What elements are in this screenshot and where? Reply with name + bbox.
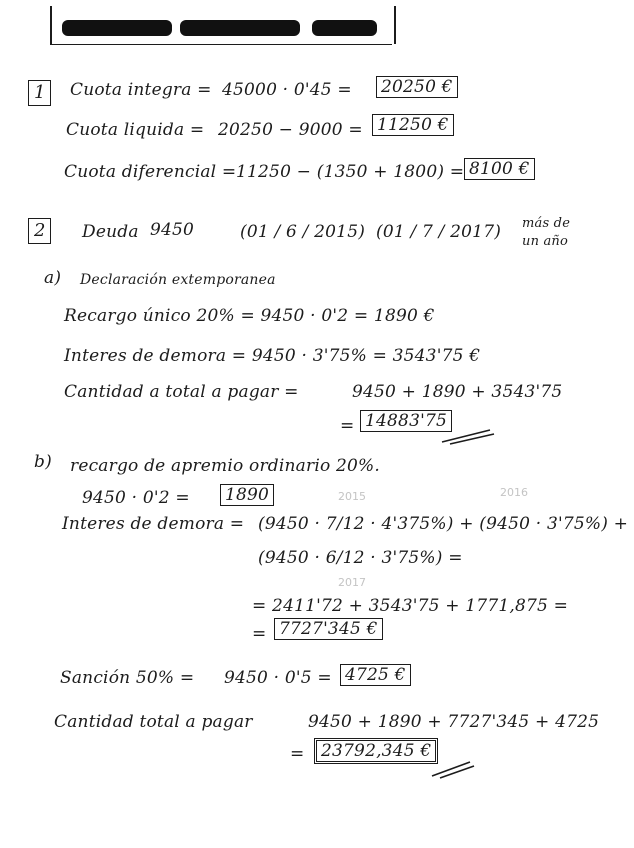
date-to: (01 / 7 / 2017): [376, 222, 502, 242]
part-b-total-label: Cantidad total a pagar: [54, 712, 253, 732]
cuota-diferencial-result: 8100 €: [464, 158, 535, 180]
part-b-intereses-result: 7727'345 €: [274, 618, 383, 640]
cuota-integra-label: Cuota integra =: [70, 80, 212, 100]
part-b-recargo-expr: 9450 · 0'2 =: [82, 488, 190, 508]
cuota-diferencial-expr: 11250 − (1350 + 1800) =: [236, 162, 465, 182]
part-b-title: recargo de apremio ordinario 20%.: [70, 456, 380, 476]
date-from: (01 / 6 / 2015): [240, 222, 366, 242]
exercise-2-number: 2: [28, 218, 51, 244]
part-b-sancion-result: 4725 €: [340, 664, 411, 686]
part-a-cantidad-eq: =: [340, 416, 355, 436]
deuda-label: Deuda: [82, 222, 139, 242]
part-a-cantidad-result: 14883'75: [360, 410, 452, 432]
redacted-name-part-3: [312, 20, 377, 36]
part-b-total-eq: =: [290, 744, 305, 764]
cuota-diferencial-label: Cuota diferencial =: [64, 162, 237, 182]
part-a-title: Declaración extemporanea: [80, 272, 276, 288]
cuota-liquida-expr: 20250 − 9000 =: [218, 120, 363, 140]
part-b-sancion-label: Sanción 50% =: [60, 668, 195, 688]
redacted-name-part-1: [62, 20, 172, 36]
part-a-underline-marks: [440, 426, 496, 446]
part-a-cantidad-expr: 9450 + 1890 + 3543'75: [352, 382, 563, 402]
part-a-recargo: Recargo único 20% = 9450 · 0'2 = 1890 €: [64, 306, 435, 326]
part-b-intereses-line-2: (9450 · 6/12 · 3'75%) =: [258, 548, 463, 568]
part-b-total-result: 23792,345 €: [314, 738, 438, 764]
deuda-value: 9450: [150, 220, 195, 240]
cuota-liquida-result: 11250 €: [372, 114, 454, 136]
part-b-intereses-eq: =: [252, 624, 267, 644]
year-2015-note: 2015: [338, 490, 366, 503]
year-2016-note: 2016: [500, 486, 528, 499]
part-a-intereses: Interes de demora = 9450 · 3'75% = 3543'75 €: [64, 346, 481, 366]
part-a-marker: a): [44, 268, 62, 288]
part-a-cantidad-label: Cantidad a total a pagar =: [64, 382, 299, 402]
exercise-1-number: 1: [28, 80, 51, 106]
part-b-marker: b): [34, 452, 52, 472]
note-line-2: un año: [522, 234, 569, 249]
part-b-total-expr: 9450 + 1890 + 7727'345 + 4725: [308, 712, 600, 732]
part-b-intereses-sum: = 2411'72 + 3543'75 + 1771,875 =: [252, 596, 569, 616]
note-line-1: más de: [522, 216, 571, 231]
header-underline: [50, 44, 392, 45]
part-b-intereses-label: Interes de demora =: [62, 514, 245, 534]
cuota-liquida-label: Cuota liquida =: [66, 120, 205, 140]
part-b-recargo-result: 1890: [220, 484, 274, 506]
cuota-integra-result: 20250 €: [376, 76, 458, 98]
part-b-sancion-expr: 9450 · 0'5 =: [224, 668, 332, 688]
part-b-intereses-line-1: (9450 · 7/12 · 4'375%) + (9450 · 3'75%) +: [258, 514, 629, 534]
part-b-underline-marks: [430, 758, 476, 780]
redacted-name-part-2: [180, 20, 300, 36]
cuota-integra-expr: 45000 · 0'45 =: [222, 80, 352, 100]
year-2017-note: 2017: [338, 576, 366, 589]
